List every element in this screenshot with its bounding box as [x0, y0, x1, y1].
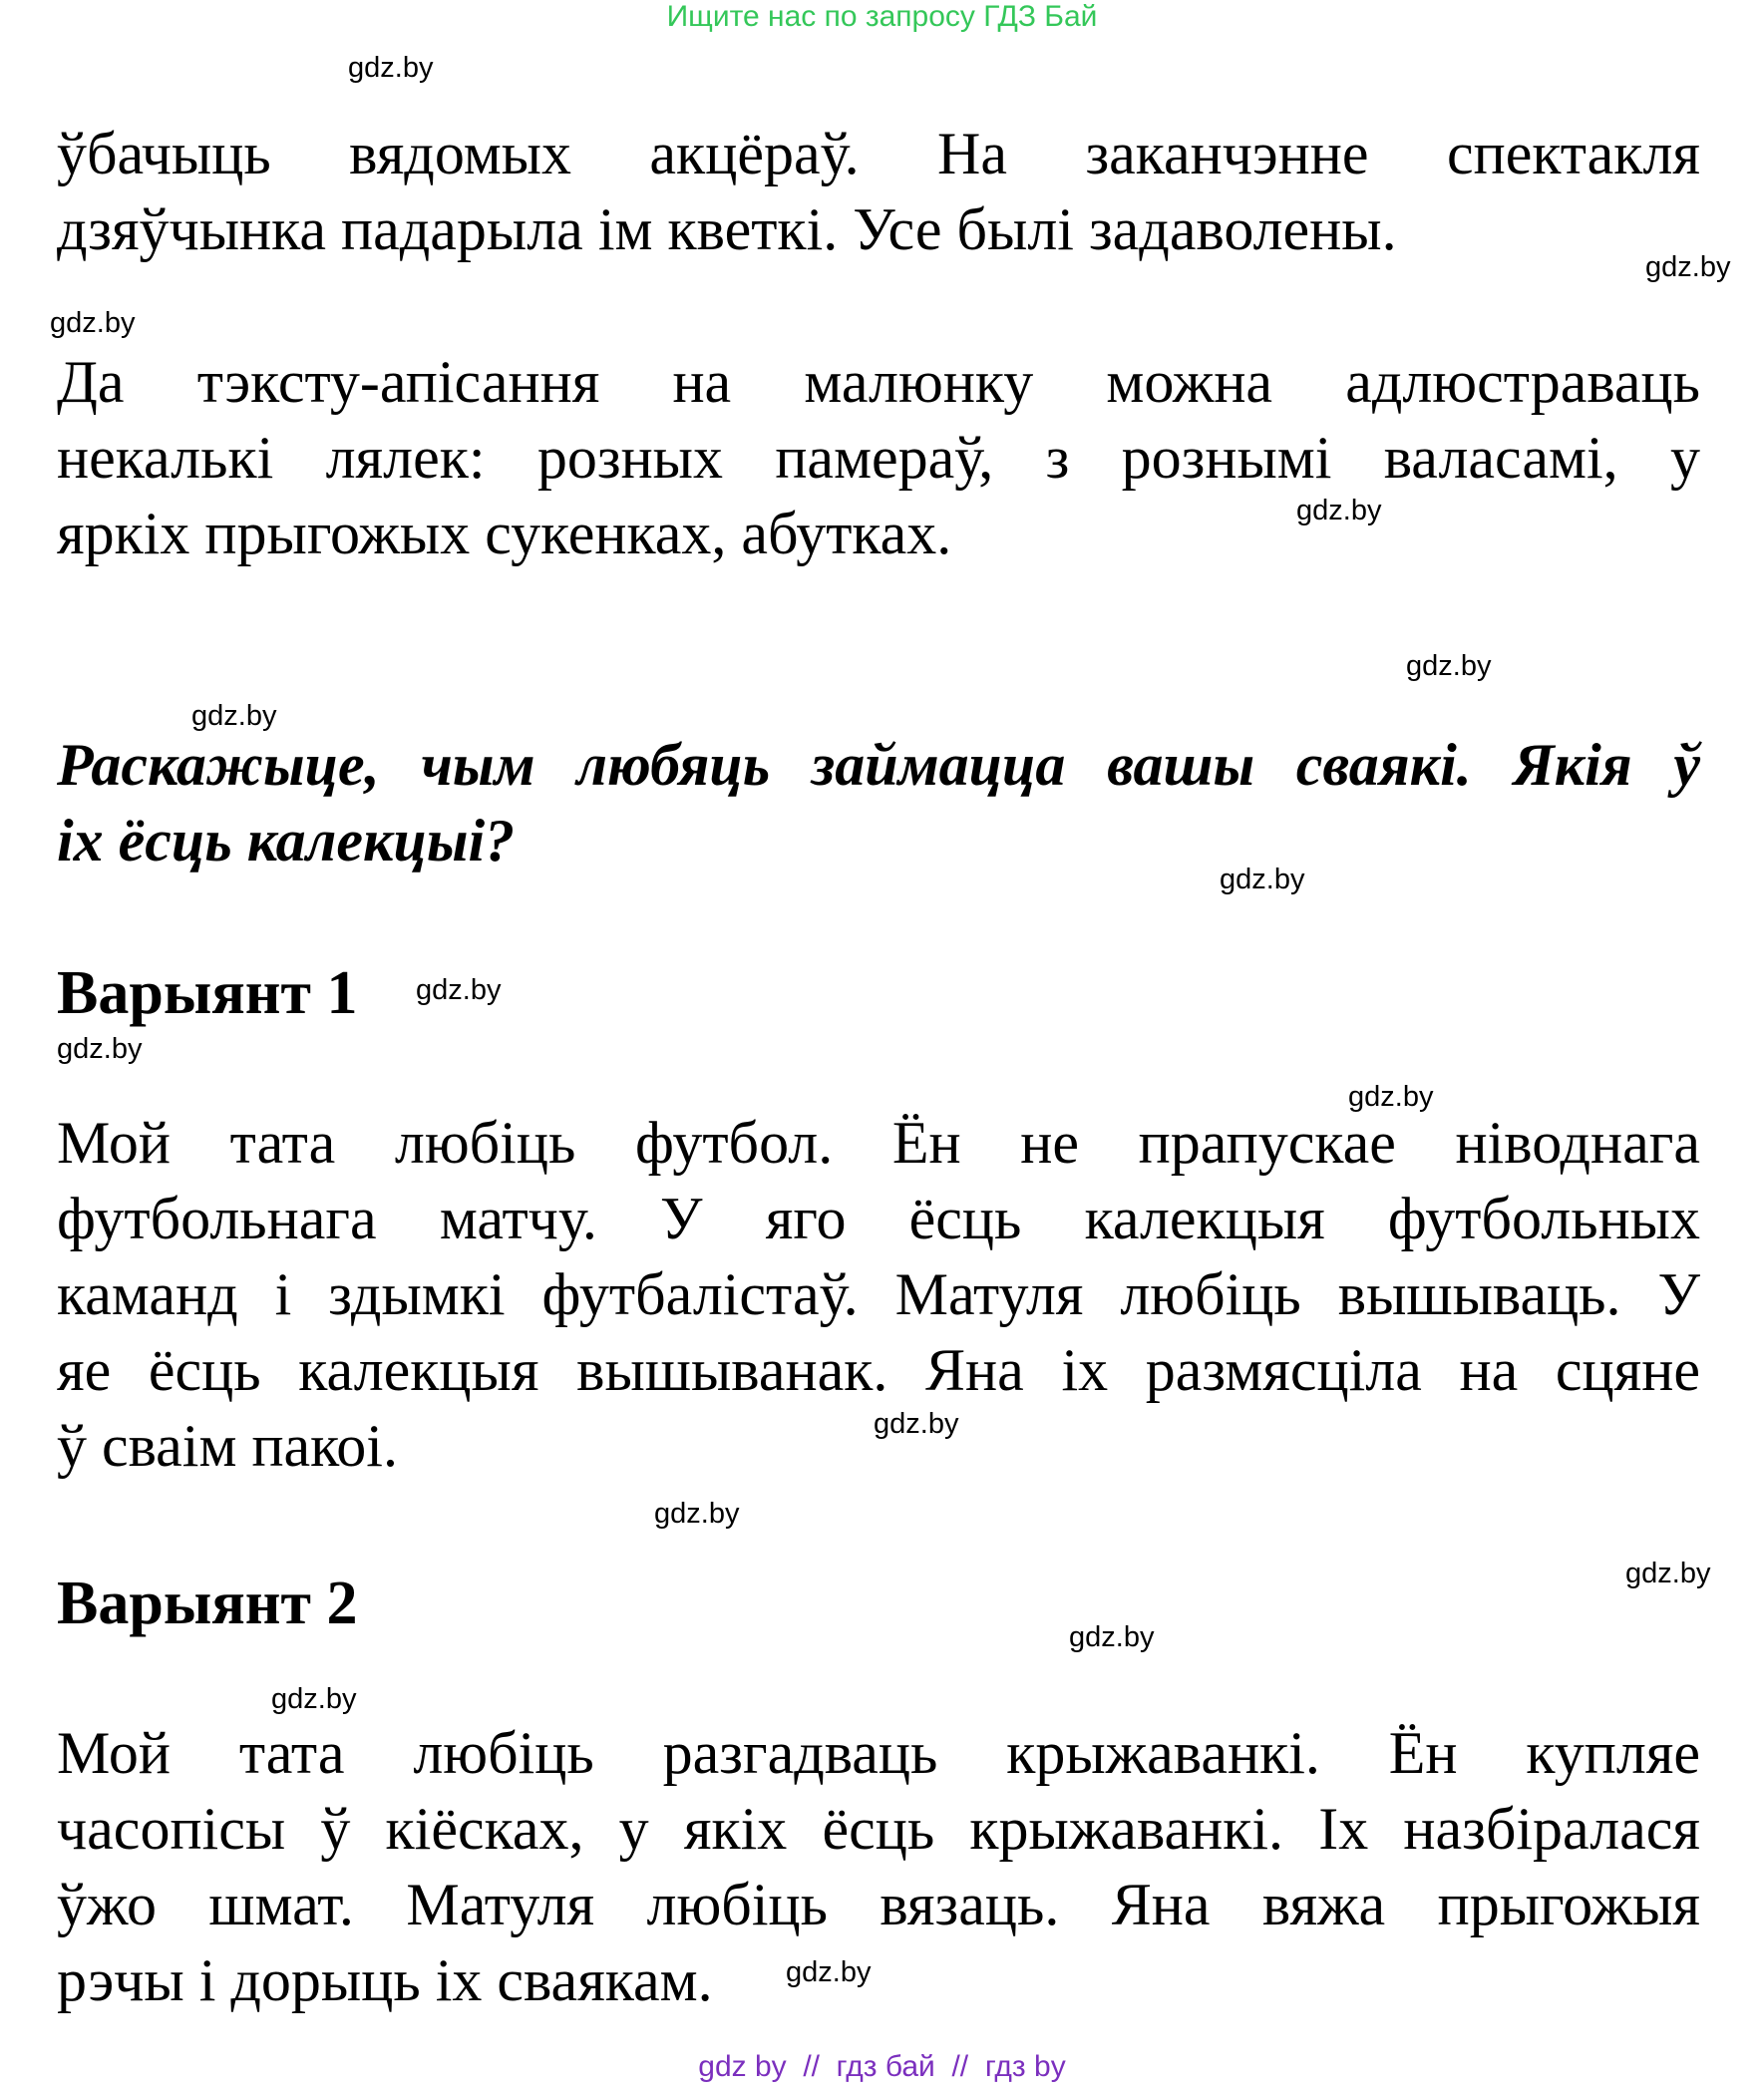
watermark: gdz.by: [1645, 251, 1731, 283]
watermark: gdz.by: [191, 700, 277, 732]
watermark: gdz.by: [874, 1408, 959, 1440]
text-line: Раскажыце, чым любяць займацца вашы сваякі. Якія ў: [57, 732, 1700, 798]
watermark: gdz.by: [1220, 864, 1305, 895]
paragraph-intro: [57, 116, 1700, 267]
text-line: Мой тата любіць разгадваць крыжаванкі. Ён купляе: [57, 1720, 1700, 1786]
variant-1-text: [57, 1105, 1700, 1484]
watermark: gdz.by: [1296, 495, 1382, 526]
watermark: gdz.by: [786, 1956, 872, 1988]
watermark: gdz.by: [1406, 650, 1492, 682]
text-line: дзяўчынка падарыла ім кветкі. Усе былі задаволены.: [57, 196, 1397, 262]
top-banner: Ищите нас по запросу ГДЗ Бай: [666, 0, 1098, 33]
watermark: gdz.by: [416, 974, 502, 1006]
text-line: ўбачыць вядомых акцёраў. На заканчэнне спектакля: [57, 121, 1700, 186]
task-question: [57, 727, 1700, 878]
watermark: gdz.by: [348, 52, 434, 84]
text-line: Да тэксту-апісання на малюнку можна адлюстраваць: [57, 349, 1700, 415]
watermark: gdz.by: [50, 307, 136, 339]
paragraph-description: [57, 344, 1700, 571]
text-line: Мой тата любіць футбол. Ён не прапускае ніводнага: [57, 1110, 1700, 1176]
text-line: рэчы і дорыць іх сваякам.: [57, 1947, 713, 2013]
text-line: часопісы ў кіёсках, у якіх ёсць крыжаванкі. Іх назбіралася: [57, 1796, 1700, 1862]
watermark: gdz.by: [1069, 1621, 1155, 1653]
footer-links: gdz by // гдз бай // гдз by: [698, 2050, 1066, 2083]
text-line: ўжо шмат. Матуля любіць вязаць. Яна вяжа прыгожыя: [57, 1872, 1700, 1937]
variant-2-heading: Варыянт 2: [57, 1570, 358, 1637]
watermark: gdz.by: [57, 1033, 143, 1065]
text-line: каманд і здымкі футбалістаў. Матуля любіць вышываць. У: [57, 1261, 1700, 1327]
variant-1-heading: Варыянт 1: [57, 959, 358, 1027]
watermark: gdz.by: [271, 1683, 357, 1715]
text-line: ў сваім пакоі.: [57, 1413, 398, 1479]
watermark: gdz.by: [1348, 1081, 1434, 1113]
watermark: gdz.by: [1625, 1558, 1711, 1589]
variant-2-text: [57, 1715, 1700, 2018]
text-line: яе ёсць калекцыя вышыванак. Яна іх размясціла на сцяне: [57, 1337, 1700, 1403]
text-line: яркіх прыгожых сукенках, абутках.: [57, 501, 952, 566]
text-line: іх ёсць калекцыі?: [57, 808, 516, 873]
text-line: некалькі лялек: розных памераў, з рознымі валасамі, у: [57, 425, 1700, 491]
watermark: gdz.by: [654, 1498, 740, 1530]
text-line: футбольнага матчу. У яго ёсць калекцыя футбольных: [57, 1186, 1700, 1251]
